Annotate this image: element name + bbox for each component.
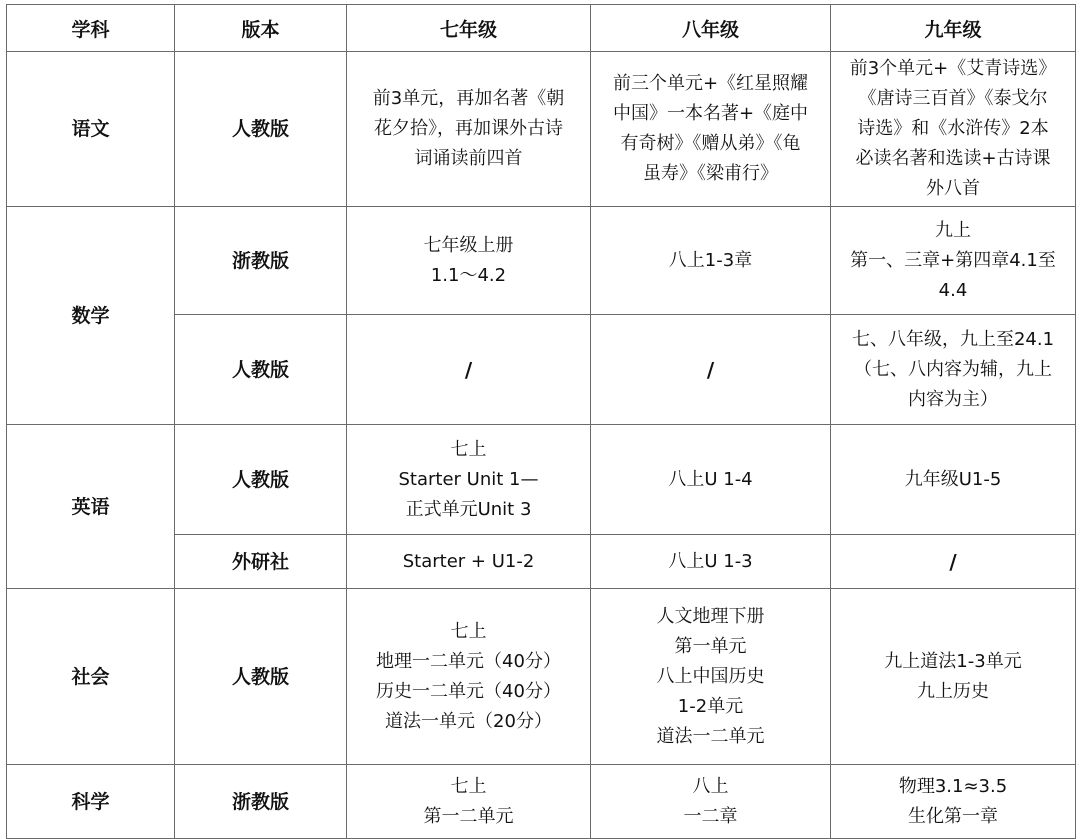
grade8-cell: 八上U 1-3	[591, 535, 831, 589]
grade9-cell: /	[831, 535, 1076, 589]
edition-cell: 人教版	[175, 425, 347, 535]
curriculum-table-container	[6, 4, 1075, 833]
subject-cell: 语文	[7, 52, 175, 207]
subject-cell: 科学	[7, 765, 175, 839]
grade7-cell: /	[347, 315, 591, 425]
subject-cell: 英语	[7, 425, 175, 589]
grade8-cell: 八上U 1-4	[591, 425, 831, 535]
edition-cell: 外研社	[175, 535, 347, 589]
grade8-cell: 八上 一二章	[591, 765, 831, 839]
header-grade7: 七年级	[347, 5, 591, 52]
grade8-cell: 人文地理下册 第一单元 八上中国历史 1-2单元 道法一二单元	[591, 589, 831, 765]
header-subject: 学科	[7, 5, 175, 52]
subject-cell: 社会	[7, 589, 175, 765]
grade7-cell: Starter + U1-2	[347, 535, 591, 589]
grade9-cell: 七、八年级，九上至24.1 （七、八内容为辅，九上 内容为主）	[831, 315, 1076, 425]
grade9-cell: 前3个单元+《艾青诗选》 《唐诗三百首》《泰戈尔 诗选》和《水浒传》2本 必读名著和选读+古诗课 外八首	[831, 52, 1076, 207]
header-edition: 版本	[175, 5, 347, 52]
grade8-cell: 八上1-3章	[591, 207, 831, 315]
edition-cell: 浙教版	[175, 207, 347, 315]
grade7-cell: 七上 地理一二单元（40分） 历史一二单元（40分） 道法一单元（20分）	[347, 589, 591, 765]
edition-cell: 人教版	[175, 52, 347, 207]
edition-cell: 人教版	[175, 589, 347, 765]
grade8-cell: 前三个单元+《红星照耀 中国》一本名著+《庭中 有奇树》《赠从弟》《龟 虽寿》《梁甫行》	[591, 52, 831, 207]
grade7-cell: 七上 第一二单元	[347, 765, 591, 839]
header-grade9: 九年级	[831, 5, 1076, 52]
table-row	[7, 207, 1076, 315]
grade9-cell: 九上 第一、三章+第四章4.1至 4.4	[831, 207, 1076, 315]
grade8-cell: /	[591, 315, 831, 425]
table-row	[7, 589, 1076, 765]
grade7-cell: 七上 Starter Unit 1— 正式单元Unit 3	[347, 425, 591, 535]
edition-cell: 浙教版	[175, 765, 347, 839]
grade9-cell: 九上道法1-3单元 九上历史	[831, 589, 1076, 765]
edition-cell: 人教版	[175, 315, 347, 425]
curriculum-table	[6, 4, 1076, 839]
grade9-cell: 九年级U1-5	[831, 425, 1076, 535]
table-row	[7, 425, 1076, 535]
grade7-cell: 七年级上册 1.1～4.2	[347, 207, 591, 315]
grade7-cell: 前3单元，再加名著《朝 花夕拾》，再加课外古诗 词诵读前四首	[347, 52, 591, 207]
header-row	[7, 5, 1076, 52]
table-row	[7, 52, 1076, 207]
header-grade8: 八年级	[591, 5, 831, 52]
subject-cell: 数学	[7, 207, 175, 425]
grade9-cell: 物理3.1≈3.5 生化第一章	[831, 765, 1076, 839]
table-row	[7, 765, 1076, 839]
